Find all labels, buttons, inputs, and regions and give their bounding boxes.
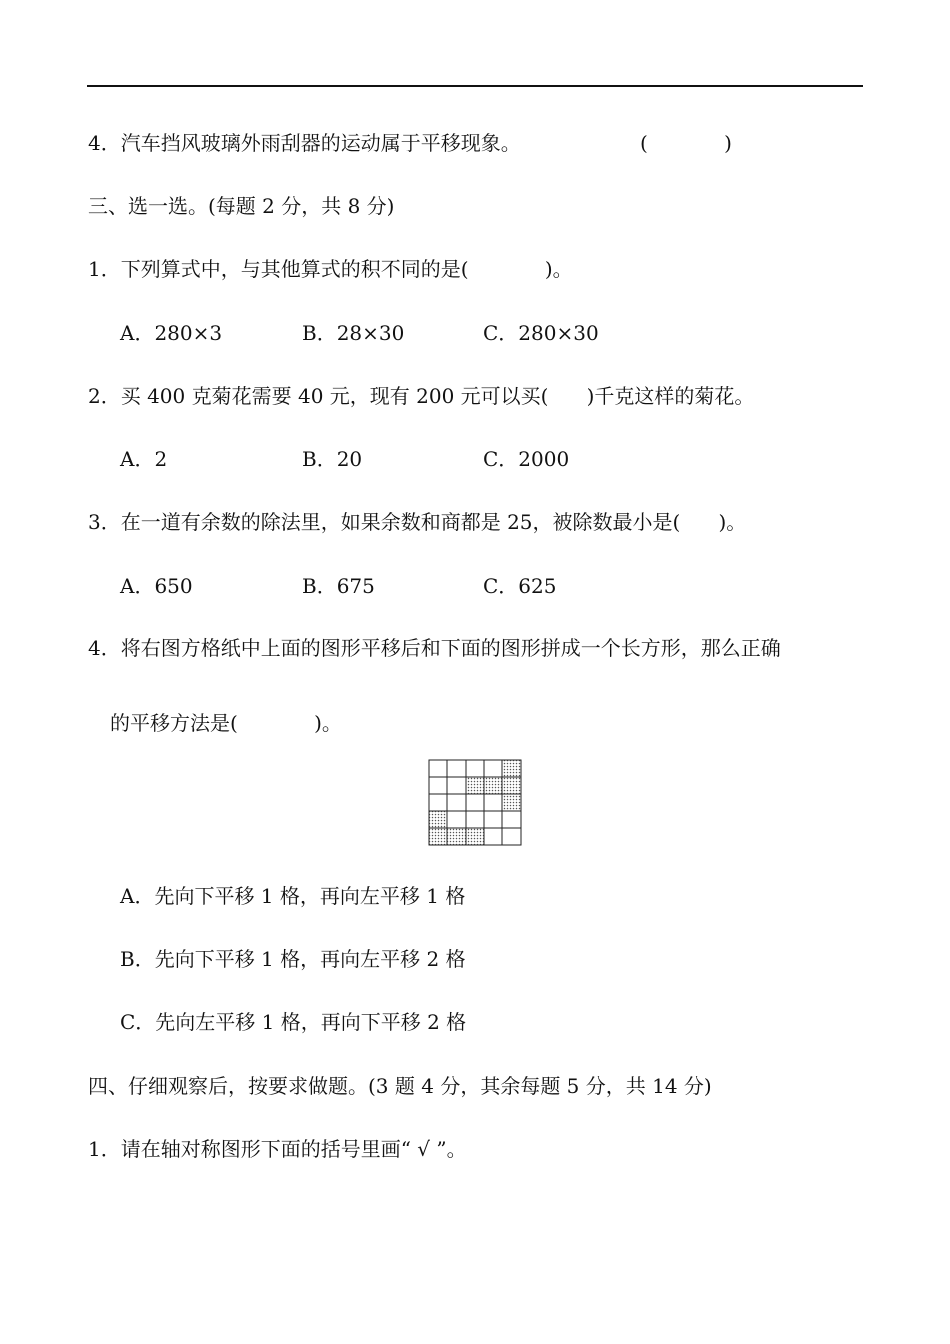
q2-option-a: A．2 [120,447,168,471]
section3-heading: 三、选一选。(每题 2 分，共 8 分) [88,194,395,218]
item4-answer-paren: ( ) [640,131,732,155]
grid-shaded-cell [502,760,521,777]
q3-option-b: B．675 [302,574,375,598]
q3-option-a: A．650 [120,574,193,598]
q4-stem-line1: 4．将右图方格纸中上面的图形平移后和下面的图形拼成一个长方形，那么正确 [88,636,781,660]
q4-option-c: C．先向左平移 1 格，再向下平移 2 格 [120,1010,467,1034]
grid-shaded-cell [447,828,466,845]
top-rule [87,85,863,87]
q1-option-a: A．280×3 [120,321,223,345]
q4-option-a: A．先向下平移 1 格，再向左平移 1 格 [120,884,466,908]
section4-heading: 四、仔细观察后，按要求做题。(3 题 4 分，其余每题 5 分，共 14 分) [88,1074,712,1098]
q4-grid-figure [428,759,524,849]
q3-option-c: C．625 [483,574,557,598]
q4-stem-line2: 的平移方法是( )。 [110,711,342,735]
grid-shaded-cell [429,828,447,845]
grid-shaded-cell [429,811,447,828]
q2-option-b: B．20 [302,447,363,471]
item4-text: 4．汽车挡风玻璃外雨刮器的运动属于平移现象。 [88,131,521,155]
section4-q1: 1．请在轴对称图形下面的括号里画“ √ ”。 [88,1137,467,1161]
grid-shaded-cell [502,777,521,794]
q1-stem: 1．下列算式中，与其他算式的积不同的是( )。 [88,257,573,281]
grid-shaded-cell [466,777,484,794]
q2-option-c: C．2000 [483,447,570,471]
grid-shaded-cell [466,828,484,845]
q2-stem: 2．买 400 克菊花需要 40 元，现有 200 元可以买( )千克这样的菊花。 [88,384,755,408]
q1-option-c: C．280×30 [483,321,599,345]
q3-stem: 3．在一道有余数的除法里，如果余数和商都是 25，被除数最小是( )。 [88,510,747,534]
grid-shaded-cell [484,777,502,794]
q1-option-b: B．28×30 [302,321,405,345]
grid-shaded-cell [502,794,521,811]
q4-option-b: B．先向下平移 1 格，再向左平移 2 格 [120,947,466,971]
